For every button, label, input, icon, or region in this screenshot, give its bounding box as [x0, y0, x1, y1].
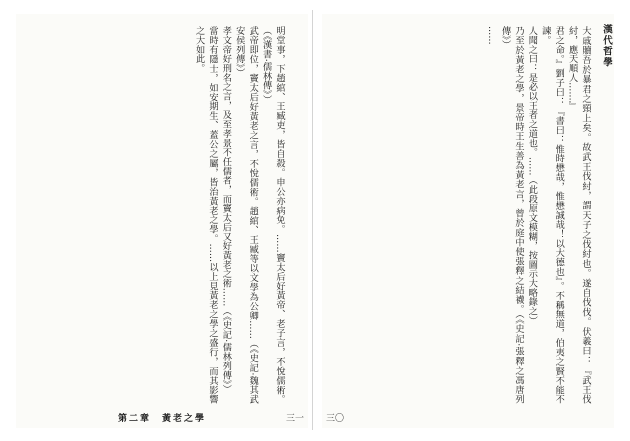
chapter-footer: 第二章 黃老之學 — [117, 414, 207, 424]
paragraph: 乃至於黃老之學，景帝時王生善為黃老言，曾於庭中使張釋之結襪。（《史記·張釋之馮唐列傳》） — [499, 26, 524, 404]
gutter-divider — [312, 10, 313, 430]
paragraph: 孝文帝好刑名之言，及至孝景不任儒者，而竇太后又好黃老之術……（《史記·儒林列傳》） — [220, 26, 232, 394]
left-page — [16, 14, 308, 428]
right-page — [322, 14, 614, 428]
paragraph: 人聞之曰：是必以王者之道也。……（此段原文模糊，按圖示大略錄之） — [526, 26, 538, 326]
paragraph: …… — [486, 26, 498, 45]
paragraph: 君之命。』劉子曰：『書曰：惟時懋哉，惟懋誠哉！以大德也』。不稱無道，伯夷之賢不能不諫。 — [539, 26, 565, 404]
page-number: 三一 — [285, 414, 304, 424]
page-number: 三〇 — [326, 414, 345, 424]
right-page-body — [328, 26, 592, 404]
paragraph: 當時有隱士，如安期生、蓋公之屬，皆治黃老之學。……以上見黃老之學之盛行，而其影響之大如此。 — [193, 26, 218, 404]
paragraph: 明堂事，下趙綰、王臧吏，皆自殺。申公亦病免。……竇太后好黃帝、老子言，不悅儒術。（《漢書·儒林傳》） — [260, 26, 285, 404]
left-page-body — [22, 26, 286, 404]
paragraph: 大戚贖吾於暴君之頸上矣。故武王伐紂，謂天子之伐紂也。遂自伐伐。伏羲曰：『武王伐紂，應天順人……』 — [566, 26, 591, 404]
running-header: 漢代哲學 — [601, 24, 612, 68]
paragraph: 武帝即位，竇太后好黃老之言，不悅儒術。趙綰、王臧等以文學為公卿……（《史記·魏其武安侯列傳》） — [233, 26, 259, 404]
